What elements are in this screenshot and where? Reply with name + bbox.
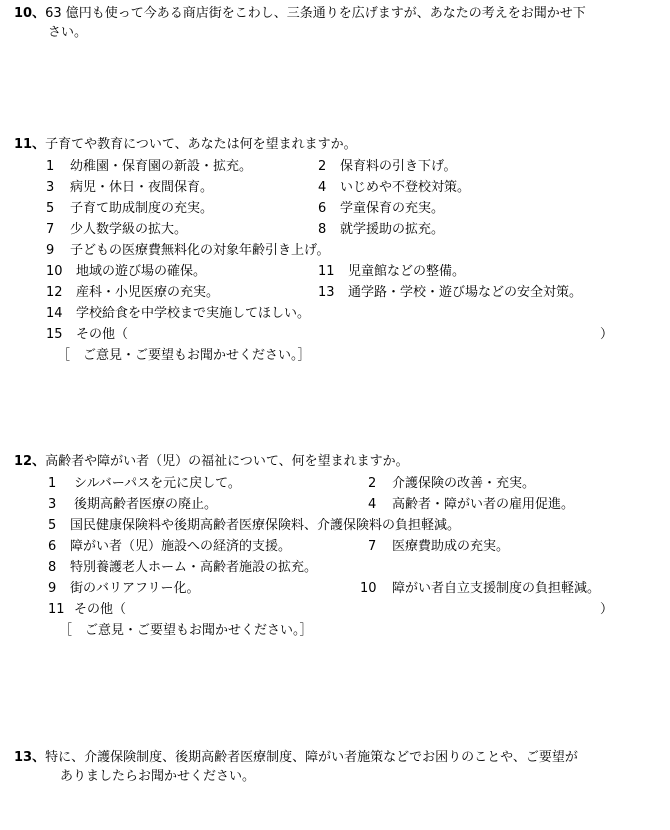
question-number: 13、 — [14, 750, 46, 765]
q12-option-2[interactable]: 2 介護保険の改善・充実。 — [368, 476, 536, 491]
question-12 — [14, 452, 658, 472]
q12-option-11-other[interactable]: 11 その他（ — [48, 602, 127, 617]
q12-other-close-paren: ） — [600, 602, 614, 617]
q12-option-6[interactable]: 6 障がい者（児）施設への経済的支援。 — [48, 539, 292, 554]
question-text: 子育てや教育について、あなたは何を望まれますか。 — [45, 137, 357, 152]
q11-option-15-other[interactable]: 15 その他（ — [46, 327, 129, 342]
question-text-continued: さい。 — [48, 25, 88, 40]
q11-option-5[interactable]: 5 子育て助成制度の充実。 — [46, 201, 214, 216]
q12-comment-note: ［ ご意見・ご要望もお聞かせください。］ — [59, 623, 313, 638]
question-number: 12、 — [14, 454, 46, 469]
q12-option-8[interactable]: 8 特別養護老人ホーム・高齢者施設の拡充。 — [48, 560, 318, 575]
question-text: 特に、介護保険制度、後期高齢者医療制度、障がい者施策などでお困りのことや、ご要望が — [45, 750, 578, 765]
q11-option-7[interactable]: 7 少人数学級の拡大。 — [46, 222, 188, 237]
q11-option-11[interactable]: 11 児童館などの整備。 — [318, 264, 466, 279]
q11-comment-note: ［ ご意見・ご要望もお聞かせください。］ — [57, 348, 311, 363]
q11-option-12[interactable]: 12 産科・小児医療の充実。 — [46, 285, 220, 300]
question-13 — [14, 748, 658, 786]
q11-option-4[interactable]: 4 いじめや不登校対策。 — [318, 180, 471, 195]
question-11 — [14, 135, 658, 155]
q12-option-5[interactable]: 5 国民健康保険料や後期高齢者医療保険料、介護保険料の負担軽減。 — [48, 518, 461, 533]
q12-option-1[interactable]: 1 シルバーパスを元に戻して。 — [48, 476, 241, 491]
q11-option-6[interactable]: 6 学童保育の充実。 — [318, 201, 445, 216]
q11-option-3[interactable]: 3 病児・休日・夜間保育。 — [46, 180, 214, 195]
question-number: 10、 — [14, 6, 46, 21]
q11-option-10[interactable]: 10 地域の遊び場の確保。 — [46, 264, 207, 279]
question-10 — [14, 4, 658, 42]
q12-option-3[interactable]: 3 後期高齢者医療の廃止。 — [48, 497, 218, 512]
q11-option-9[interactable]: 9 子どもの医療費無料化の対象年齢引き上げ。 — [46, 243, 330, 258]
q11-option-8[interactable]: 8 就学援助の拡充。 — [318, 222, 445, 237]
q12-option-7[interactable]: 7 医療費助成の充実。 — [368, 539, 510, 554]
q11-other-close-paren: ） — [600, 327, 614, 342]
question-text: 高齢者や障がい者（児）の福祉について、何を望まれますか。 — [45, 454, 409, 469]
q12-option-10[interactable]: 10 障がい者自立支援制度の負担軽減。 — [360, 581, 601, 596]
q11-option-2[interactable]: 2 保育料の引き下げ。 — [318, 159, 457, 174]
q12-option-9[interactable]: 9 街のバリアフリー化。 — [48, 581, 200, 596]
question-text-continued: ありましたらお聞かせください。 — [60, 769, 256, 784]
q11-option-14[interactable]: 14 学校給食を中学校まで実施してほしい。 — [46, 306, 311, 321]
q11-option-1[interactable]: 1 幼稚園・保育園の新設・拡充。 — [46, 159, 253, 174]
question-number: 11、 — [14, 137, 46, 152]
q12-option-4[interactable]: 4 高齢者・障がい者の雇用促進。 — [368, 497, 575, 512]
question-text: 63 億円も使って今ある商店街をこわし、三条通りを広げますが、あなたの考えをお聞かせ下 — [45, 6, 586, 21]
q11-option-13[interactable]: 13 通学路・学校・遊び場などの安全対策。 — [318, 285, 583, 300]
